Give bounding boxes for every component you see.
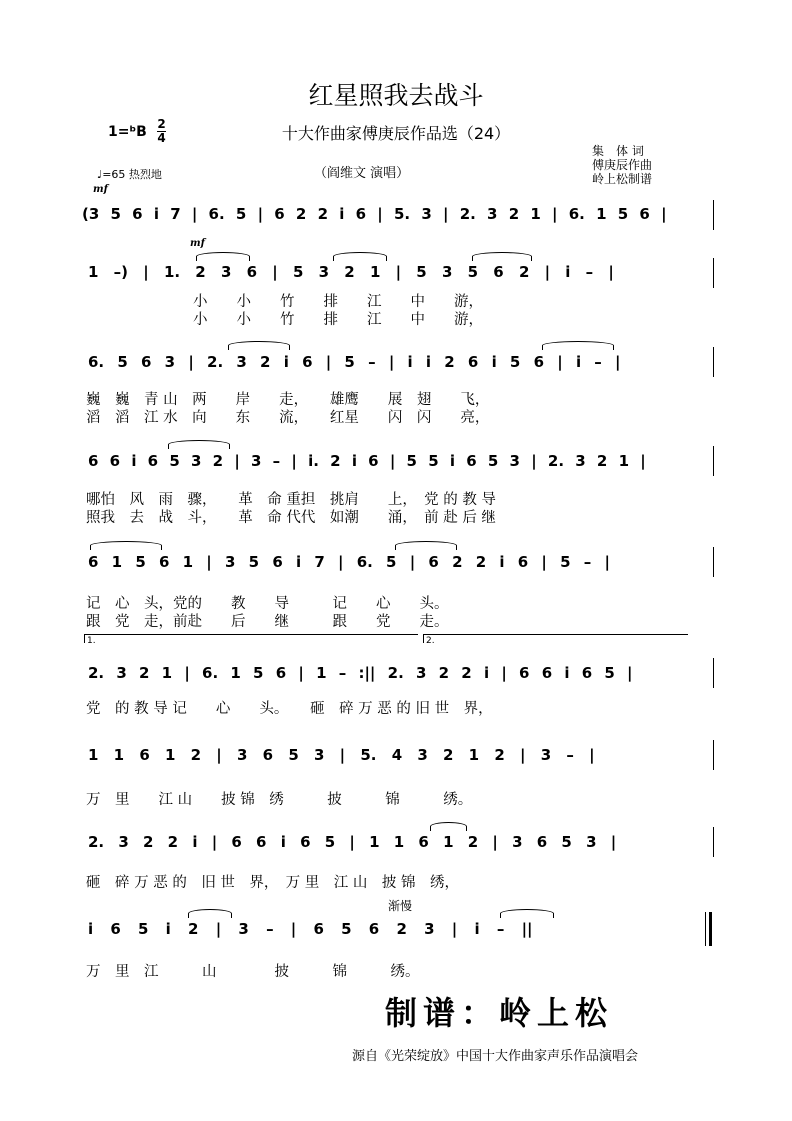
notes-row-9: i 6 5 i 2 | 3 – | 6 5 6 2 3 | i – || [88,920,533,938]
lyric-row-9a: 万 里 江 山 披 锦 绣。 [86,964,420,980]
lyric-row-4a: 哪怕 风 雨 骤， 革 命 重担 挑肩 上， 党 的 教 导 [86,492,496,508]
rit-mark: 渐慢 [388,899,413,913]
slur [228,341,290,350]
bar-line [713,827,714,857]
notes-row-6: 2. 3 2 1 | 6. 1 5 6 | 1 – :|| 2. 3 2 2 i | 6 6 i 6 5 | [88,664,633,682]
lyric-row-3b: 滔 滔 江 水 向 东 流， 红星 闪 闪 亮， [86,410,490,426]
lyric-row-5a: 记 心 头，党的 教 导 记 心 头。 [86,596,449,612]
slur [333,252,387,261]
bar-line [713,446,714,476]
notes-row-4: 6 6 i 6 5 3 2 | 3 – | i. 2 i 6 | 5 5 i 6 5 3 | 2. 3 2 1 | [88,452,646,470]
time-signature [157,118,166,145]
volta-label-2: 2. [426,636,435,646]
source-note: 源自《光荣绽放》中国十大作曲家声乐作品演唱会 [352,1049,639,1064]
lyric-row-5b: 跟 党 走，前赴 后 继 跟 党 走。 [86,614,449,630]
slur [196,252,250,261]
notes-row-1: (3 5 6 i 7 | 6. 5 | 6 2 2 i 6 | 5. 3 | 2. 3 2 1 | 6. 1 5 6 | [82,205,667,223]
key-signature: 1=ᵇB [108,124,147,140]
final-bar-line-thick [709,912,712,946]
transcriber-stamp: 制谱：岭上松 [385,994,614,1032]
credits: 集 体 词 傅庚辰作曲 岭上松制谱 [592,144,653,186]
bar-line [713,258,714,288]
notes-row-5: 6 1 5 6 1 | 3 5 6 i 7 | 6. 5 | 6 2 2 i 6 | 5 – | [88,553,610,571]
time-signature-bottom: 4 [157,131,166,145]
slur [168,440,230,449]
lyric-row-2a: 小 小 竹 排 江 中 游， [193,294,483,310]
slur [542,341,614,350]
volta-bracket-1 [84,634,418,643]
final-bar-line [705,912,706,946]
slur [395,541,457,550]
song-subtitle: 十大作曲家傅庚辰作品选（24） [281,124,511,143]
notes-row-8: 2. 3 2 2 i | 6 6 i 6 5 | 1 1 6 1 2 | 3 6 5 3 | [88,833,617,851]
slur [188,909,232,918]
bar-line [713,347,714,377]
lyric-row-6a: 党 的 教 导 记 心 头。 砸 碎 万 恶 的 旧 世 界， [86,701,493,717]
notes-row-3: 6. 5 6 3 | 2. 3 2 i 6 | 5 – | i i 2 6 i 5 6 | i – | [88,353,621,371]
slur [500,909,554,918]
lyric-row-4b: 照我 去 战 斗， 革 命 代代 如潮 涌， 前 赴 后 继 [86,510,496,526]
tempo-mark: ♩=65 热烈地 [97,168,162,181]
slur [472,252,532,261]
song-title: 红星照我去战斗 [308,81,484,110]
notes-row-7: 1 1 6 1 2 | 3 6 5 3 | 5. 4 3 2 1 2 | 3 – | [88,746,595,764]
lyric-row-2b: 小 小 竹 排 江 中 游， [193,312,483,328]
slur [90,541,162,550]
singer: （阎维文 演唱） [314,166,410,181]
volta-bracket-2 [423,634,688,643]
dynamic-mark-2: mf [190,238,205,249]
notes-row-2: 1 –) | 1. 2 3 6 | 5 3 2 1 | 5 3 5 6 2 | i – | [88,263,614,281]
lyric-row-7a: 万 里 江 山 披 锦 绣 披 锦 绣。 [86,792,473,808]
bar-line [713,200,714,230]
time-signature-top: 2 [157,117,166,131]
bar-line [713,658,714,688]
lyric-row-8a: 砸 碎 万 恶 的 旧 世 界， 万 里 江 山 披 锦 绣， [86,875,460,891]
bar-line [713,740,714,770]
lyric-row-3a: 巍 巍 青 山 两 岸 走， 雄鹰 展 翅 飞， [86,392,490,408]
dynamic-mark: mf [93,184,108,195]
volta-label-1: 1. [87,636,96,646]
slur [430,822,467,831]
bar-line [713,547,714,577]
